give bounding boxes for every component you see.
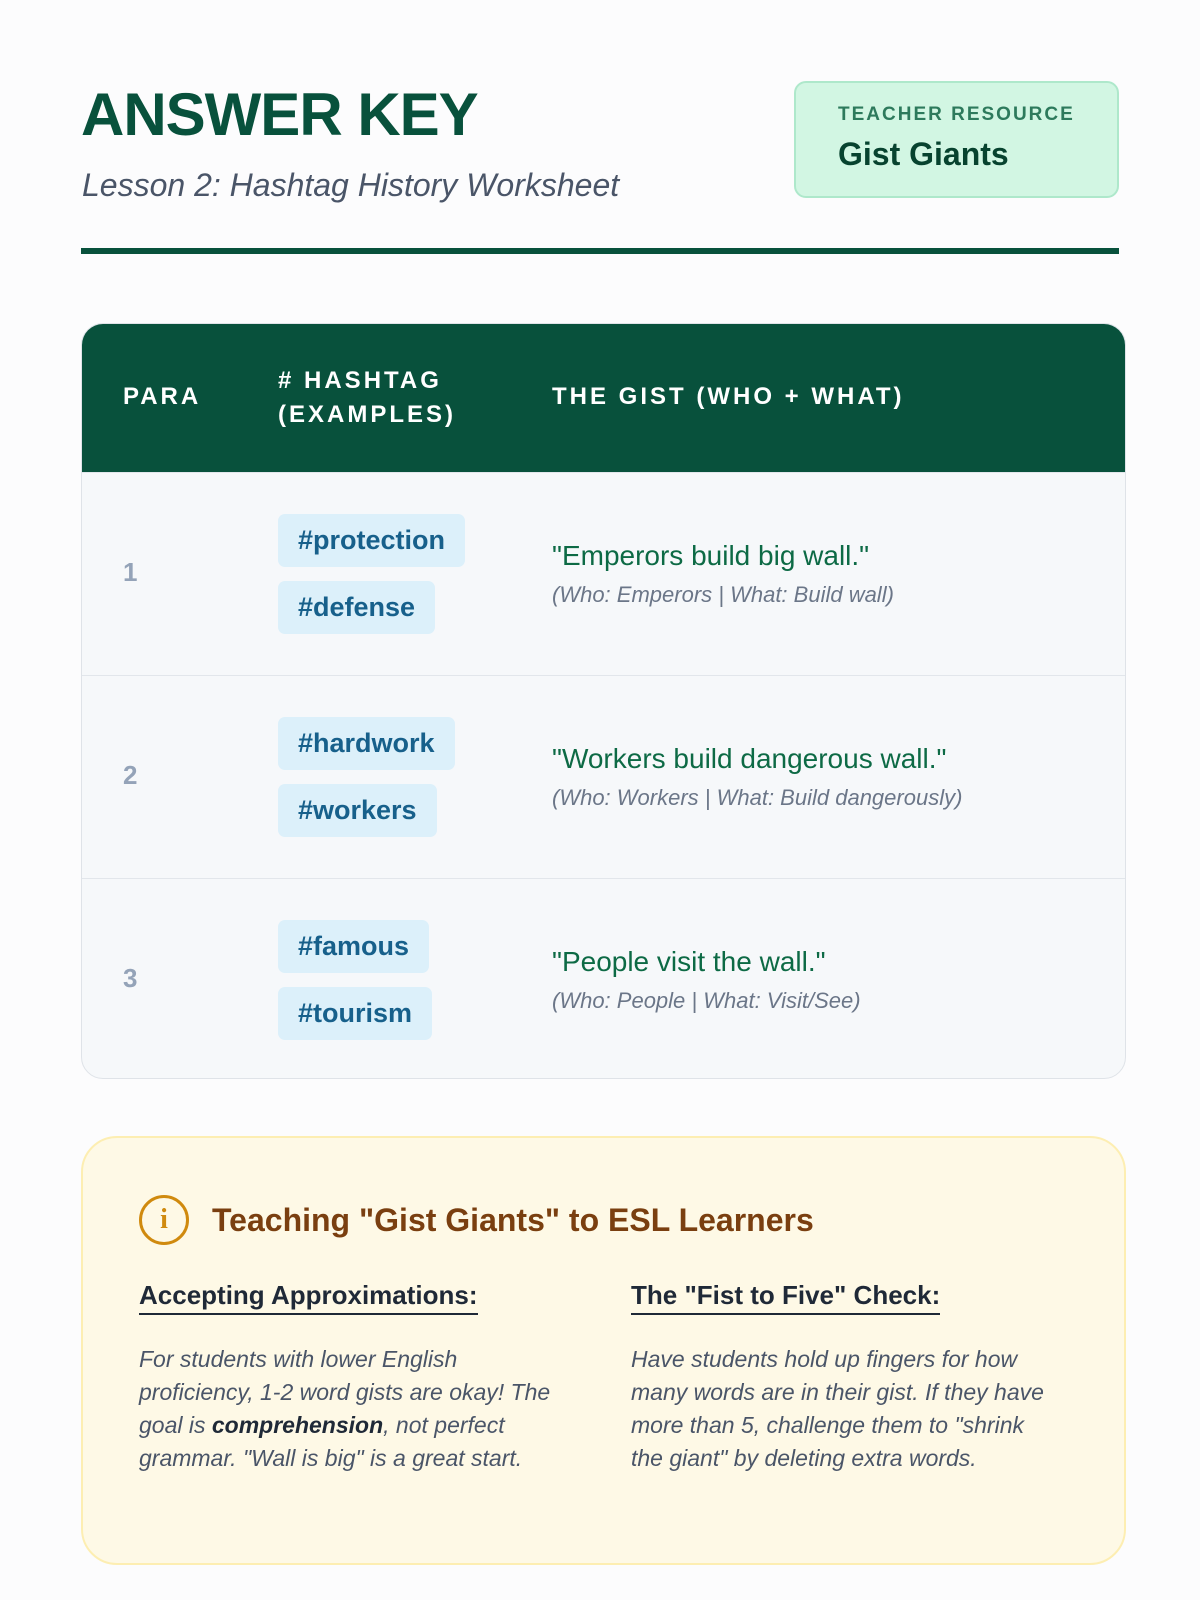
gist-sentence: "Workers build dangerous wall." xyxy=(552,743,947,774)
hashtag-list xyxy=(278,717,455,851)
table-row xyxy=(82,878,1125,1079)
hashtag-chip: #defense xyxy=(278,581,435,634)
table-header xyxy=(82,324,1125,472)
table-row xyxy=(82,675,1125,878)
note-title: Teaching "Gist Giants" to ESL Learners xyxy=(212,1202,814,1238)
hashtag-list xyxy=(278,920,432,1054)
page-title: ANSWER KEY xyxy=(81,81,478,148)
column-header-gist: THE GIST (WHO + WHAT) xyxy=(552,383,905,410)
teaching-note xyxy=(81,1136,1126,1565)
gist-detail: (Who: Workers | What: Build dangerously) xyxy=(552,785,963,810)
para-number: 3 xyxy=(123,963,138,993)
gist-cell xyxy=(552,944,861,1016)
info-icon: i xyxy=(139,1195,189,1245)
answer-table xyxy=(81,323,1126,1079)
gist-sentence: "Emperors build big wall." xyxy=(552,540,870,571)
header xyxy=(81,0,1119,256)
gist-cell xyxy=(552,538,894,610)
tip-heading: The "Fist to Five" Check: xyxy=(631,1278,940,1315)
gist-cell xyxy=(552,741,962,813)
tip-text: Have students hold up fingers for how many words are in their gist. If they have more than 5, challenge them to "shrink the giant" by deleting extra words. xyxy=(631,1346,1044,1471)
hashtag-chip: #tourism xyxy=(278,987,432,1040)
para-number: 1 xyxy=(123,557,138,587)
hashtag-chip: #workers xyxy=(278,784,437,837)
gist-detail: (Who: Emperors | What: Build wall) xyxy=(552,582,894,607)
para-number: 2 xyxy=(123,760,138,790)
gist-sentence: "People visit the wall." xyxy=(552,946,826,977)
teacher-resource-badge xyxy=(794,81,1119,198)
table-row xyxy=(82,472,1125,675)
hashtag-chip: #protection xyxy=(278,514,465,567)
hashtag-chip: #hardwork xyxy=(278,717,455,770)
column-header-hashtag xyxy=(278,364,456,432)
tip-heading: Accepting Approximations: xyxy=(139,1278,478,1315)
hashtag-list xyxy=(278,514,465,648)
column-header-hashtag-line1: # HASHTAG xyxy=(278,367,442,394)
badge-label: TEACHER RESOURCE xyxy=(838,104,1075,125)
hashtag-chip: #famous xyxy=(278,920,429,973)
column-header-hashtag-line2: (EXAMPLES) xyxy=(278,401,457,428)
page-subtitle: Lesson 2: Hashtag History Worksheet xyxy=(82,167,620,203)
gist-detail: (Who: People | What: Visit/See) xyxy=(552,988,861,1013)
tip-text: For students with lower English proficiency, 1-2 word gists are okay! The goal is comprehension, not perfect grammar. "Wall is big" is a great start. xyxy=(139,1346,551,1471)
header-divider xyxy=(81,248,1119,254)
column-header-para: PARA xyxy=(123,383,202,410)
tip-fist-to-five xyxy=(631,1278,1051,1475)
badge-name: Gist Giants xyxy=(838,136,1009,172)
emphasis-text: comprehension xyxy=(211,1412,384,1438)
tip-accepting-approximations xyxy=(139,1278,559,1475)
